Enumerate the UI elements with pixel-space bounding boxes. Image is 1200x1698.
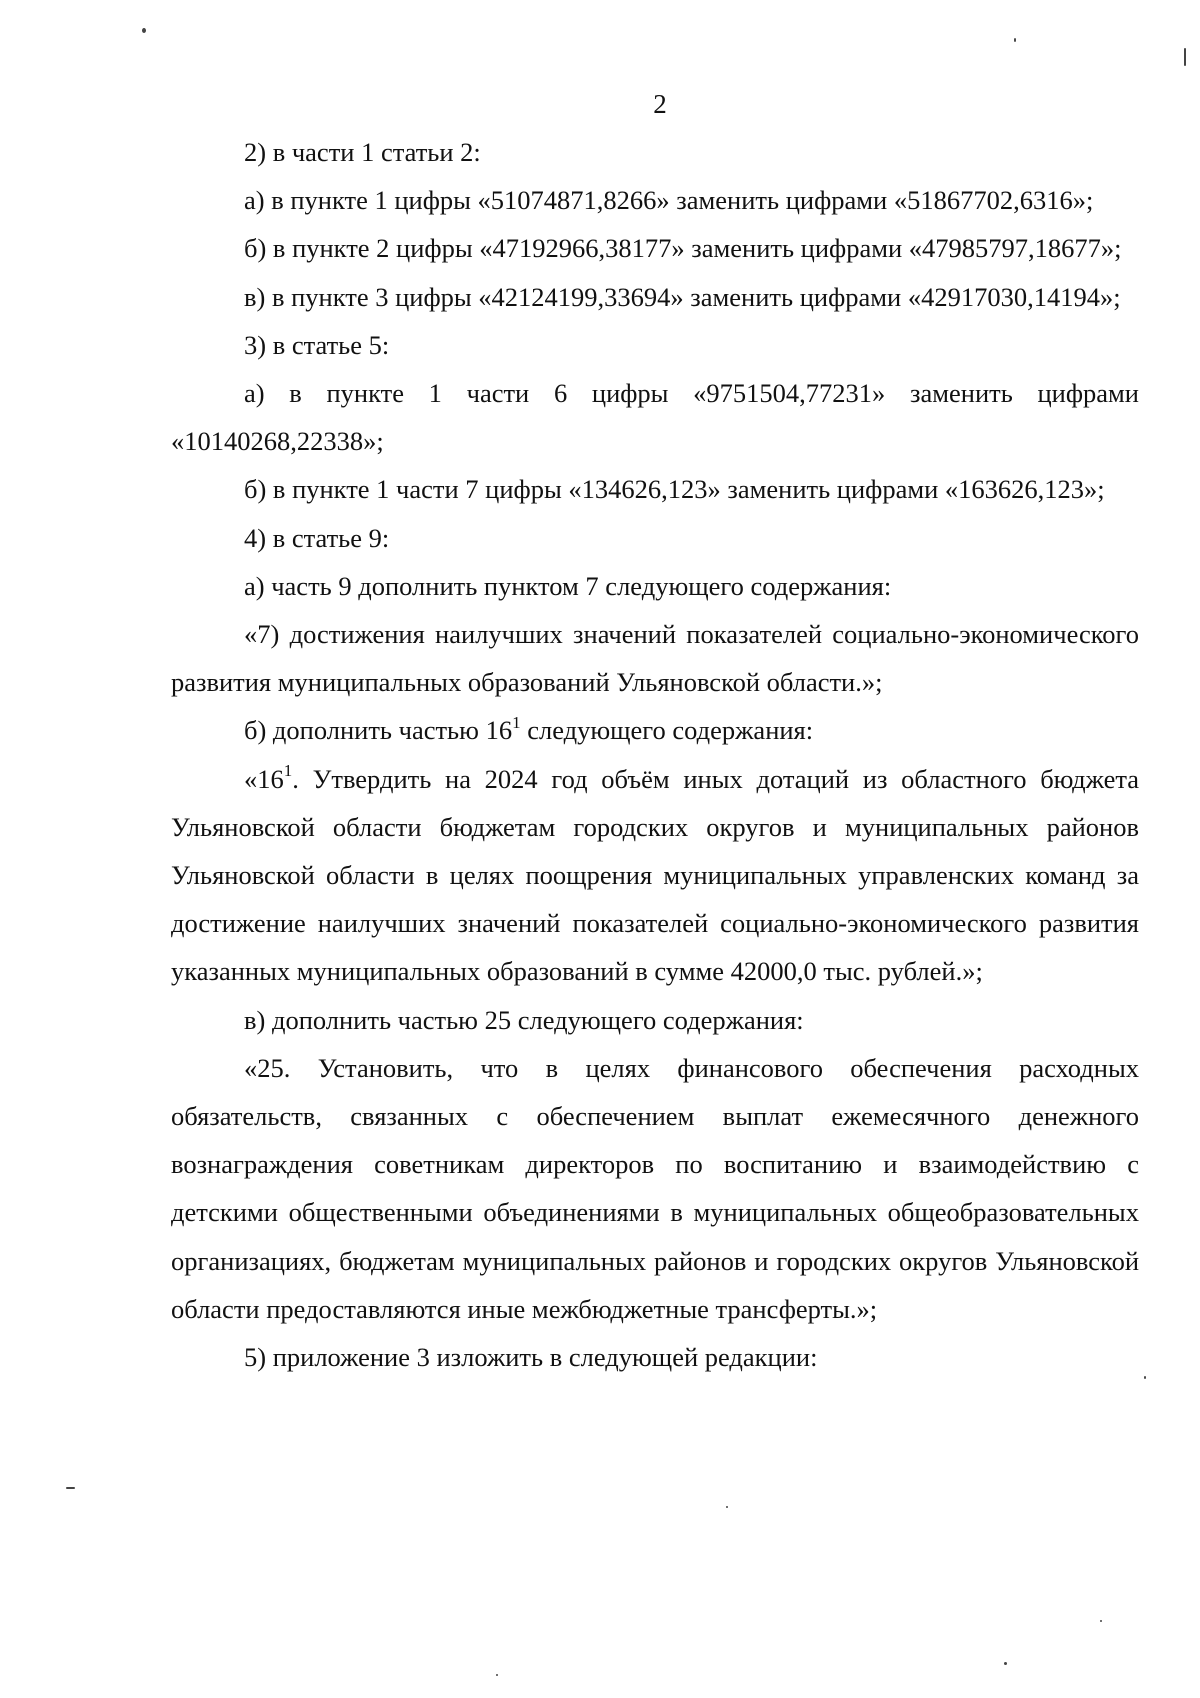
paragraph-article-5-item-a: а) в пункте 1 части 6 цифры «9751504,77231» заменить цифрами «10140268,22338»; <box>171 378 1139 457</box>
paragraph-part-16-1-text <box>171 755 1139 996</box>
paragraph-article-2-item-b: б) в пункте 2 цифры «47192966,38177» заменить цифрами «47985797,18677»; <box>244 233 1122 264</box>
paragraph-text: «16 <box>244 763 284 794</box>
document-body <box>171 128 1139 1381</box>
superscript-index: 1 <box>512 712 521 732</box>
scan-speck <box>1184 48 1186 66</box>
scan-speck <box>66 1487 75 1489</box>
paragraph-article-9-header: 4) в статье 9: <box>244 522 390 553</box>
scan-speck <box>1014 38 1016 42</box>
paragraph-article-5-item-b: б) в пункте 1 части 7 цифры «134626,123» заменить цифрами «163626,123»; <box>244 474 1105 505</box>
paragraph-article-9-item-c: в) дополнить частью 25 следующего содержания: <box>244 1004 804 1035</box>
paragraph-appendix-3: 5) приложение 3 изложить в следующей редакции: <box>244 1342 818 1373</box>
scan-speck <box>1100 1620 1102 1622</box>
paragraph-article-2-item-c: в) в пункте 3 цифры «42124199,33694» заменить цифрами «42917030,14194»; <box>244 281 1121 312</box>
paragraph-article-5-header: 3) в статье 5: <box>244 329 390 360</box>
scan-speck <box>726 1506 728 1508</box>
paragraph-text: . Утвердить на 2024 год объём иных дотаций из областного бюджета Ульяновской области бюджетам городских округов и муниципальных районов Ульяновской области в целях поощрения муниципальных управленских команд за достижение наилучших значений показателей социально-экономического развития указанных муниципальных образований в сумме 42000,0 тыс. рублей.»; <box>171 763 1139 987</box>
scan-speck <box>142 28 146 33</box>
paragraph-text: следующего содержания: <box>520 715 814 746</box>
paragraph-point-7-text: «7) достижения наилучших значений показателей социально-экономического развития муниципальных образований Ульяновской области.»; <box>171 619 1139 698</box>
superscript-index: 1 <box>283 760 293 780</box>
scan-speck <box>1144 1376 1146 1379</box>
scan-speck <box>1004 1662 1007 1665</box>
scan-speck <box>496 1674 498 1676</box>
paragraph-article-9-item-a: а) часть 9 дополнить пунктом 7 следующего содержания: <box>244 570 892 601</box>
page-number: 2 <box>653 89 667 119</box>
paragraph-article-2-item-a: а) в пункте 1 цифры «51074871,8266» заменить цифрами «51867702,6316»; <box>244 185 1094 216</box>
paragraph-part-25-text: «25. Установить, что в целях финансового обеспечения расходных обязательств, связанных с обеспечением выплат ежемесячного денежного вознаграждения советникам директоров по воспитанию и взаимодействию с детскими общественными объединениями в муниципальных общеобразовательных организациях, бюджетам муниципальных районов и городских округов Ульяновской области предоставляются иные межбюджетные трансферты.»; <box>171 1052 1139 1324</box>
paragraph-article-9-item-b <box>171 706 1139 754</box>
paragraph-article-2-header: 2) в части 1 статьи 2: <box>244 137 481 167</box>
paragraph-text: б) дополнить частью 16 <box>244 715 513 746</box>
